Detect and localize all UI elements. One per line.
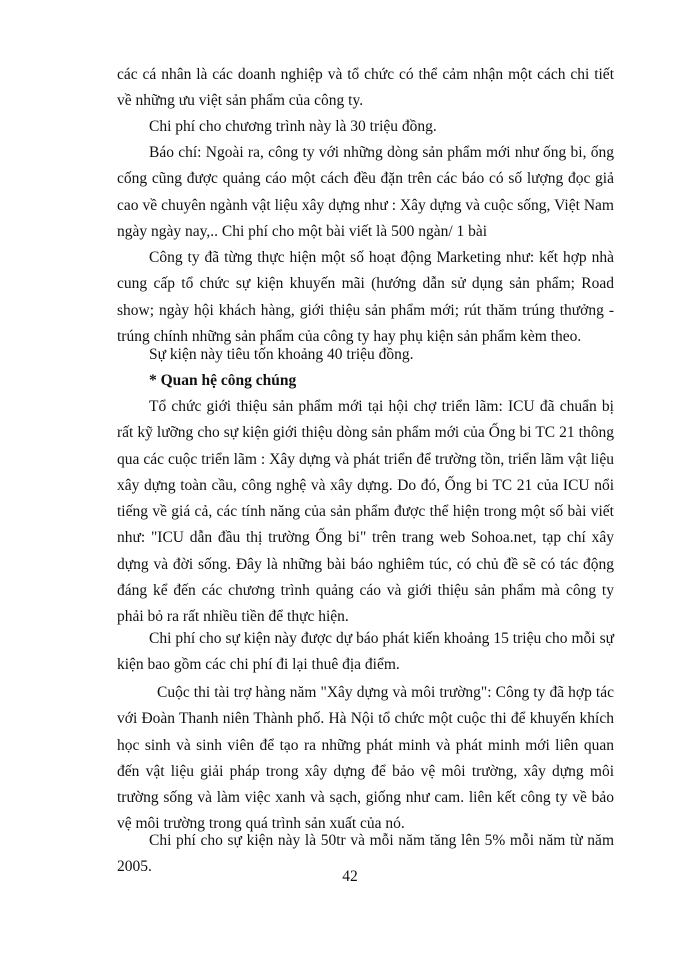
paragraph-contest: Cuộc thi tài trợ hàng năm "Xây dựng và môi trường": Công ty đã hợp tác với Đoàn Thanh niên Thành phố. Hà Nội tổ chức một cuộc thi để khuyến khích học sinh và sinh viên để tạo ra những phát minh và phát minh mới liên quan đến vật liệu giải pháp trong xây dựng để bảo vệ môi trường, xây dựng môi trường sống và làm việc xanh và sạch, giống như cam. liên kết công ty về bảo vệ môi trường trong quá trình sản xuất của nó.: [117, 684, 614, 833]
paragraph-event-cost: Sự kiện này tiêu tốn khoảng 40 triệu đồng.: [149, 346, 414, 363]
paragraph-exhibition-cost: Chi phí cho sự kiện này được dự báo phát kiến khoảng 15 triệu cho mỗi sự kiện bao gồm các chi phí đi lại thuê địa điểm.: [117, 630, 614, 674]
paragraph-intro: các cá nhân là các doanh nghiệp và tổ chức có thể cảm nhận một cách chi tiết về những ưu việt sản phẩm của công ty.: [117, 66, 614, 110]
paragraph-cost-program: Chi phí cho chương trình này là 30 triệu đồng.: [149, 118, 437, 135]
paragraph-marketing: Công ty đã từng thực hiện một số hoạt động Marketing như: kết hợp nhà cung cấp tổ chức sự kiện khuyến mãi (hướng dẫn sử dụng sản phẩm; Road show; ngày hội khách hàng, giới thiệu sản phẩm mới; rút thăm trúng thưởng - trúng chính những sản phẩm của công ty hay phụ kiện sản phẩm kèm theo.: [117, 249, 614, 345]
section-heading: * Quan hệ công chúng: [149, 372, 297, 389]
paragraph-exhibition: Tổ chức giới thiệu sản phẩm mới tại hội chợ triển lãm: ICU đã chuẩn bị rất kỹ lưỡng cho sự kiện giới thiệu dòng sản phẩm mới của Ống bi TC 21 thông qua các cuộc triển lãm : Xây dựng và phát triển để trường tồn, triển lãm vật liệu xây dựng toàn cầu, công nghệ và xây dựng. Do đó, Ống bi TC 21 của ICU nổi tiếng về giá cả, các tính năng của sản phẩm được thể hiện trong một số bài viết như: "ICU dẫn đầu thị trường Ống bi" trên trang web Sohoa.net, tạp chí xây dựng và đời sống. Đây là những bài báo nghiêm túc, có chủ đề sẽ có tác động đáng kể đến các chương trình quảng cáo và giới thiệu sản phẩm mà công ty phải bỏ ra rất nhiều tiền để thực hiện.: [117, 398, 614, 626]
paragraph-contest-cost: Chi phí cho sự kiện này là 50tr và mỗi năm tăng lên 5% mỗi năm từ năm 2005.: [117, 832, 614, 876]
page-number: 42: [342, 868, 358, 885]
paragraph-press: Báo chí: Ngoài ra, công ty với những dòng sản phẩm mới như ống bi, ống cống cũng được quảng cáo một cách đều đặn trên các báo có số lượng đọc giả cao về chuyên ngành vật liệu xây dựng như : Xây dựng và cuộc sống, Việt Nam ngày ngày nay,.. Chi phí cho một bài viết là 500 ngàn/ 1 bài: [117, 144, 614, 240]
